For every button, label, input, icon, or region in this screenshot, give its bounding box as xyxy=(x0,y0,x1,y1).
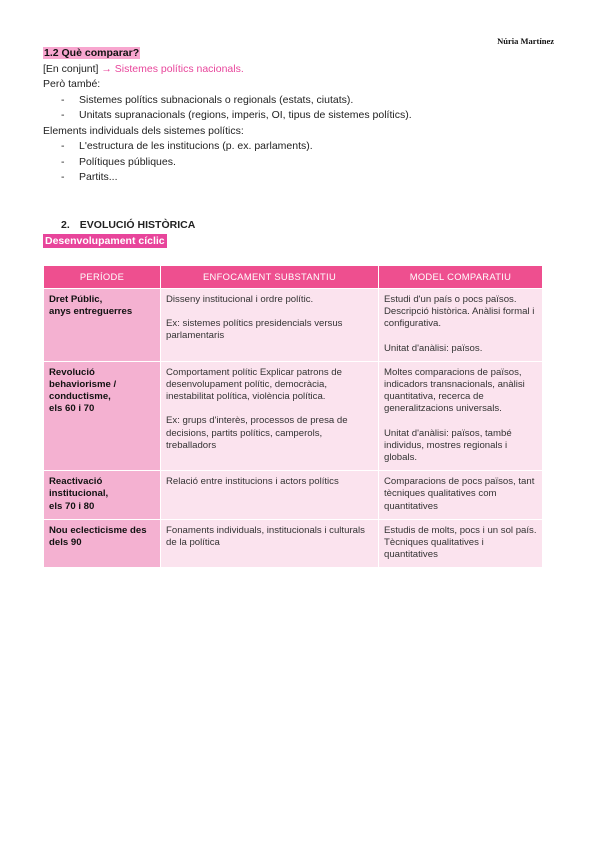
cell-text: Comparacions de pocs països, tant tècniques qualitatives com quantitatives xyxy=(384,476,535,512)
column-header: PERÍODE xyxy=(44,266,161,289)
table-header-row xyxy=(44,266,543,289)
focus-cell xyxy=(161,471,379,520)
focus-cell xyxy=(161,519,379,568)
cell-text: Moltes comparacions de països, indicadors transnacionals, anàlisi quantitativa, recerca de generalitzacions universals. xyxy=(384,366,525,415)
intro-prefix: [En conjunt] xyxy=(43,62,99,75)
cell-text: Estudis de molts, pocs i un sol país. Tècniques qualitatives i quantitatives xyxy=(384,524,537,561)
cell-text: Unitat d'anàlisi: països. xyxy=(384,342,483,354)
list-also xyxy=(43,93,559,124)
list-item: - Unitats supranacionals (regions, imperis, OI, tipus de sistemes polítics). xyxy=(61,108,559,124)
period-cell xyxy=(44,289,161,362)
section-2-number: 2. xyxy=(61,219,70,231)
model-cell xyxy=(379,519,543,568)
author-name: Núria Martínez xyxy=(497,36,554,46)
cell-text: Fonaments individuals, institucionals i culturals de la política xyxy=(166,524,365,549)
also-line: Però també: xyxy=(43,78,101,90)
section-2-title: EVOLUCIÓ HISTÒRICA xyxy=(79,219,196,231)
table-row xyxy=(44,471,543,520)
section-1-title: 1.2 Què comparar? xyxy=(44,47,140,59)
model-cell xyxy=(379,471,543,520)
period-text: Reactivació institucional, els 70 i 80 xyxy=(49,476,109,512)
list-elements xyxy=(43,139,559,186)
focus-cell xyxy=(161,289,379,362)
period-text: Dret Públic, anys entreguerres xyxy=(49,294,133,318)
column-header: ENFOCAMENT SUBSTANTIU xyxy=(161,266,379,289)
cell-text: Estudi d'un país o pocs països. Descripció històrica. Anàlisi formal i configurativa. xyxy=(384,294,535,330)
intro-highlight: → Sistemes polítics nacionals. xyxy=(98,62,244,75)
section-1 xyxy=(43,46,559,186)
comparison-table xyxy=(43,265,543,568)
cell-text: Ex: grups d'interès, processos de presa de decisions, partits polítics, camperols, treballadors xyxy=(166,415,348,451)
table-row xyxy=(44,361,543,470)
focus-cell xyxy=(161,361,379,470)
section-2-subheading: Desenvolupament cíclic xyxy=(45,235,165,247)
list-item: - Polítiques públiques. xyxy=(61,155,559,171)
section-2-heading xyxy=(61,219,195,231)
elements-line: Elements individuals dels sistemes polítics: xyxy=(43,124,244,137)
table-row xyxy=(44,519,543,568)
model-cell xyxy=(379,361,543,470)
period-text: Nou eclecticisme des dels 90 xyxy=(49,524,147,549)
list-item: - Partits... xyxy=(61,170,559,186)
period-text: Revolució behaviorisme / conductisme, els 60 i 70 xyxy=(49,366,117,415)
model-cell xyxy=(379,289,543,362)
column-header: MODEL COMPARATIU xyxy=(379,266,543,289)
cell-text: Relació entre institucions i actors polítics xyxy=(166,476,339,488)
period-cell xyxy=(44,471,161,520)
list-item: - L'estructura de les institucions (p. ex. parlaments). xyxy=(61,139,559,155)
cell-text: Ex: sistemes polítics presidencials versus parlamentaris xyxy=(166,318,343,342)
period-cell xyxy=(44,519,161,568)
intro-line xyxy=(43,62,559,78)
list-item: - Sistemes polítics subnacionals o regionals (estats, ciutats). xyxy=(61,93,559,109)
table-row xyxy=(44,289,543,362)
cell-text: Disseny institucional i ordre polític. xyxy=(166,294,314,305)
cell-text: Comportament polític Explicar patrons de desenvolupament polític, democràcia, inestabilitat política, violència política. xyxy=(166,366,342,403)
period-cell xyxy=(44,361,161,470)
cell-text: Unitat d'anàlisi: països, també individus, mostres regionals i globals. xyxy=(384,427,512,464)
